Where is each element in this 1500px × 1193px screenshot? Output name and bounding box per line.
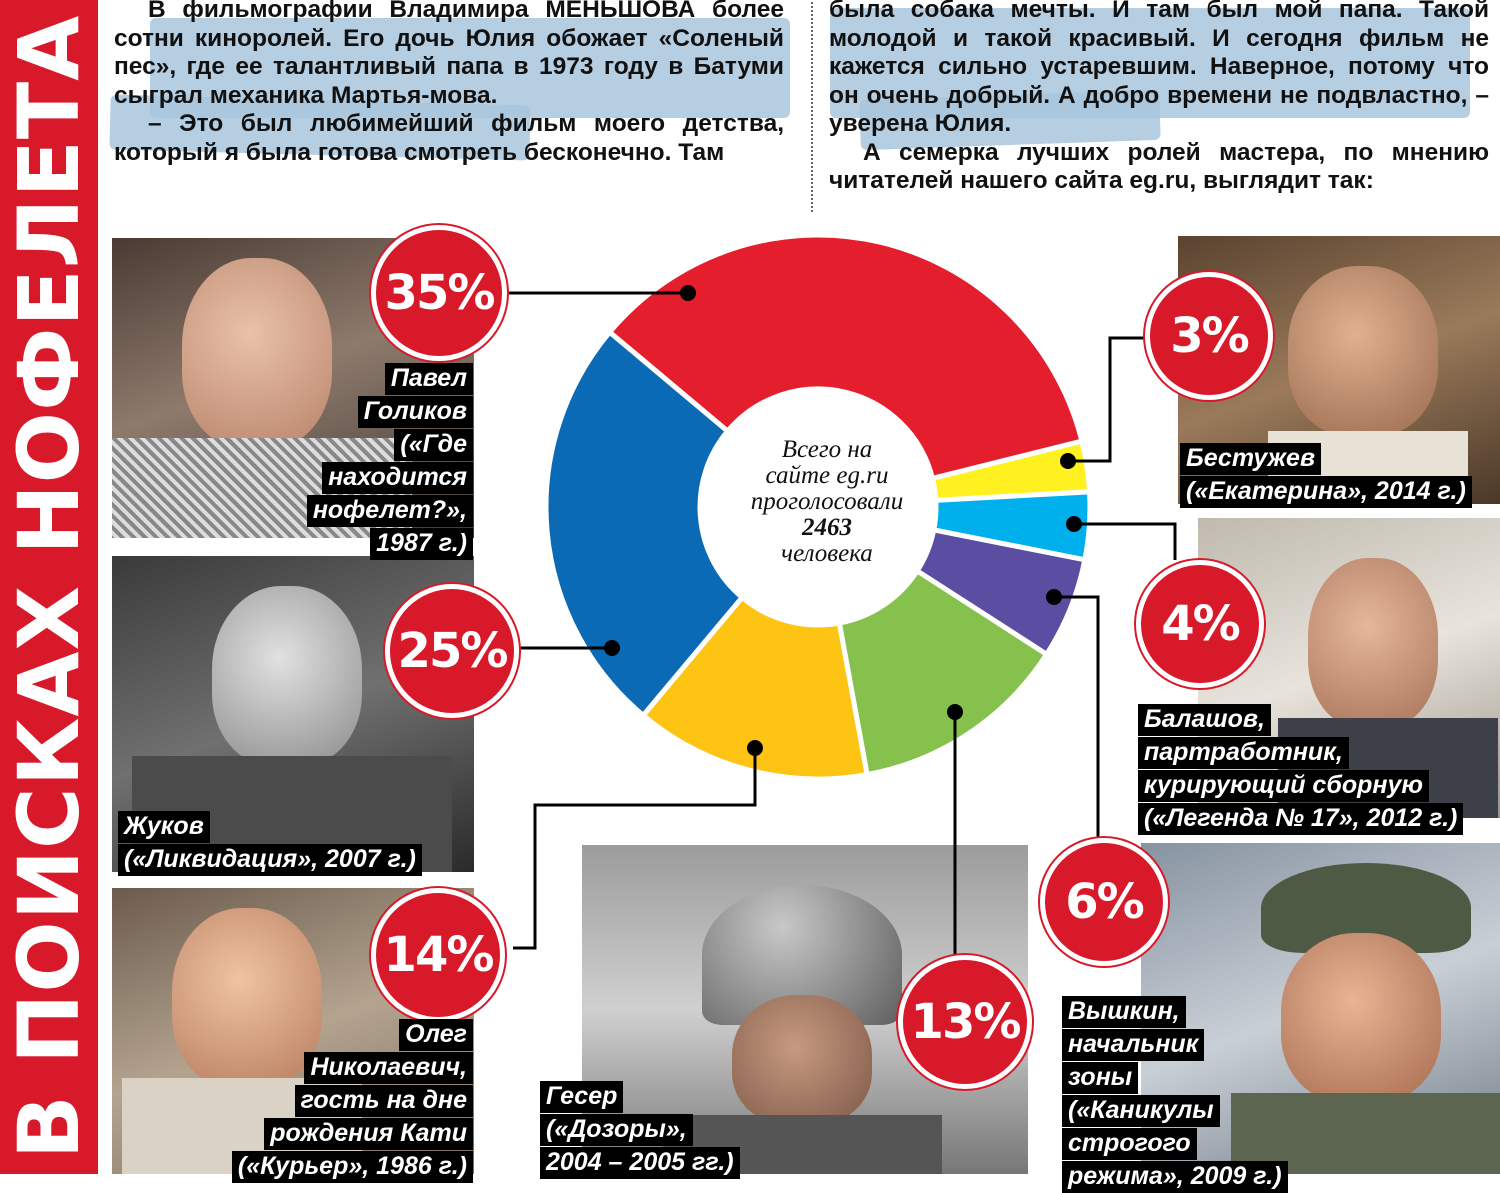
- caption-line: Жуков: [118, 811, 210, 843]
- caption-line: зоны: [1062, 1062, 1138, 1094]
- caption-line: нофелет?»,: [307, 495, 473, 527]
- paragraph: – Это был любимейший фильм моего детства, который я была готова смотреть бесконечно. Там: [114, 110, 784, 166]
- caption-line: Голиков: [358, 396, 473, 428]
- paragraph: была собака мечты. И там был мой папа. Такой молодой и такой красивый. И сегодня фильм не кажется сильно устаревшим. Наверное, потому что он очень добрый. А добро времени не подвластно, – уверена Юлия.: [829, 0, 1489, 137]
- caption-vyshkin: [1062, 995, 1288, 1193]
- caption-line: («Екатерина», 2014 г.): [1180, 476, 1472, 508]
- paragraph: В фильмографии Владимира МЕНЬШОВА более сотни киноролей. Его дочь Юлия обожает «Соленый пес», где ее талантливый папа в 1973 году в Батуми сыграл механика Мартья-мова.: [114, 0, 784, 109]
- caption-line: находится: [322, 462, 473, 494]
- percent-badge-25: 25%: [385, 584, 519, 718]
- caption-line: («Легенда № 17», 2012 г.): [1138, 803, 1463, 835]
- caption-line: рождения Кати: [264, 1118, 473, 1150]
- percent-badge-13: 13%: [898, 955, 1032, 1089]
- caption-line: 1987 г.): [370, 528, 473, 560]
- caption-line: Вышкин,: [1062, 996, 1186, 1028]
- center-line: Всего на: [781, 436, 873, 463]
- total-votes: 2463: [802, 514, 852, 541]
- caption-line: строгого: [1062, 1128, 1197, 1160]
- percent-badge-14: 14%: [371, 888, 505, 1022]
- percent-badge-4: 4%: [1136, 560, 1264, 688]
- caption-line: 2004 – 2005 гг.): [540, 1147, 740, 1179]
- caption-line: начальник: [1062, 1029, 1204, 1061]
- caption-balashov: [1138, 703, 1463, 835]
- percent-badge-35: 35%: [371, 225, 507, 361]
- dot-3: [1060, 453, 1076, 469]
- caption-line: Балашов,: [1138, 704, 1271, 736]
- caption-line: («Где: [394, 429, 473, 461]
- percent-badge-3: 3%: [1145, 272, 1273, 400]
- dot-13: [947, 704, 963, 720]
- caption-golikov: [307, 362, 473, 560]
- caption-line: Олег: [399, 1019, 473, 1051]
- caption-line: («Каникулы: [1062, 1095, 1220, 1127]
- caption-geser: [540, 1080, 740, 1179]
- center-line: сайте eg.ru: [765, 462, 889, 489]
- donut-center-label: [729, 437, 925, 567]
- caption-line: Павел: [385, 363, 473, 395]
- center-line: проголосовали: [750, 488, 904, 515]
- dot-6: [1046, 589, 1062, 605]
- dot-25: [604, 640, 620, 656]
- percent-badge-6: 6%: [1040, 838, 1168, 966]
- caption-line: («Ликвидация», 2007 г.): [118, 844, 422, 876]
- caption-line: Николаевич,: [304, 1052, 473, 1084]
- dot-4: [1066, 516, 1082, 532]
- caption-line: Гесер: [540, 1081, 623, 1113]
- connector-14: [513, 748, 755, 948]
- caption-line: режима», 2009 г.): [1062, 1161, 1288, 1193]
- caption-line: Бестужев: [1180, 443, 1321, 475]
- caption-line: («Курьер», 1986 г.): [232, 1151, 473, 1183]
- caption-oleg: [232, 1018, 473, 1183]
- caption-line: («Дозоры»,: [540, 1114, 693, 1146]
- caption-line: партработник,: [1138, 737, 1349, 769]
- caption-zhukov: [118, 810, 422, 876]
- caption-line: курирующий сборную: [1138, 770, 1429, 802]
- dot-35: [680, 285, 696, 301]
- side-title: В ПОИСКАХ НОФЕЛЕТА: [0, 14, 98, 1160]
- center-line: человека: [781, 540, 873, 567]
- caption-bestuzhev: [1180, 442, 1472, 508]
- caption-line: гость на дне: [295, 1085, 473, 1117]
- paragraph: А семерка лучших ролей мастера, по мнению читателей нашего сайта eg.ru, выглядит так:: [829, 138, 1489, 194]
- dot-14: [747, 740, 763, 756]
